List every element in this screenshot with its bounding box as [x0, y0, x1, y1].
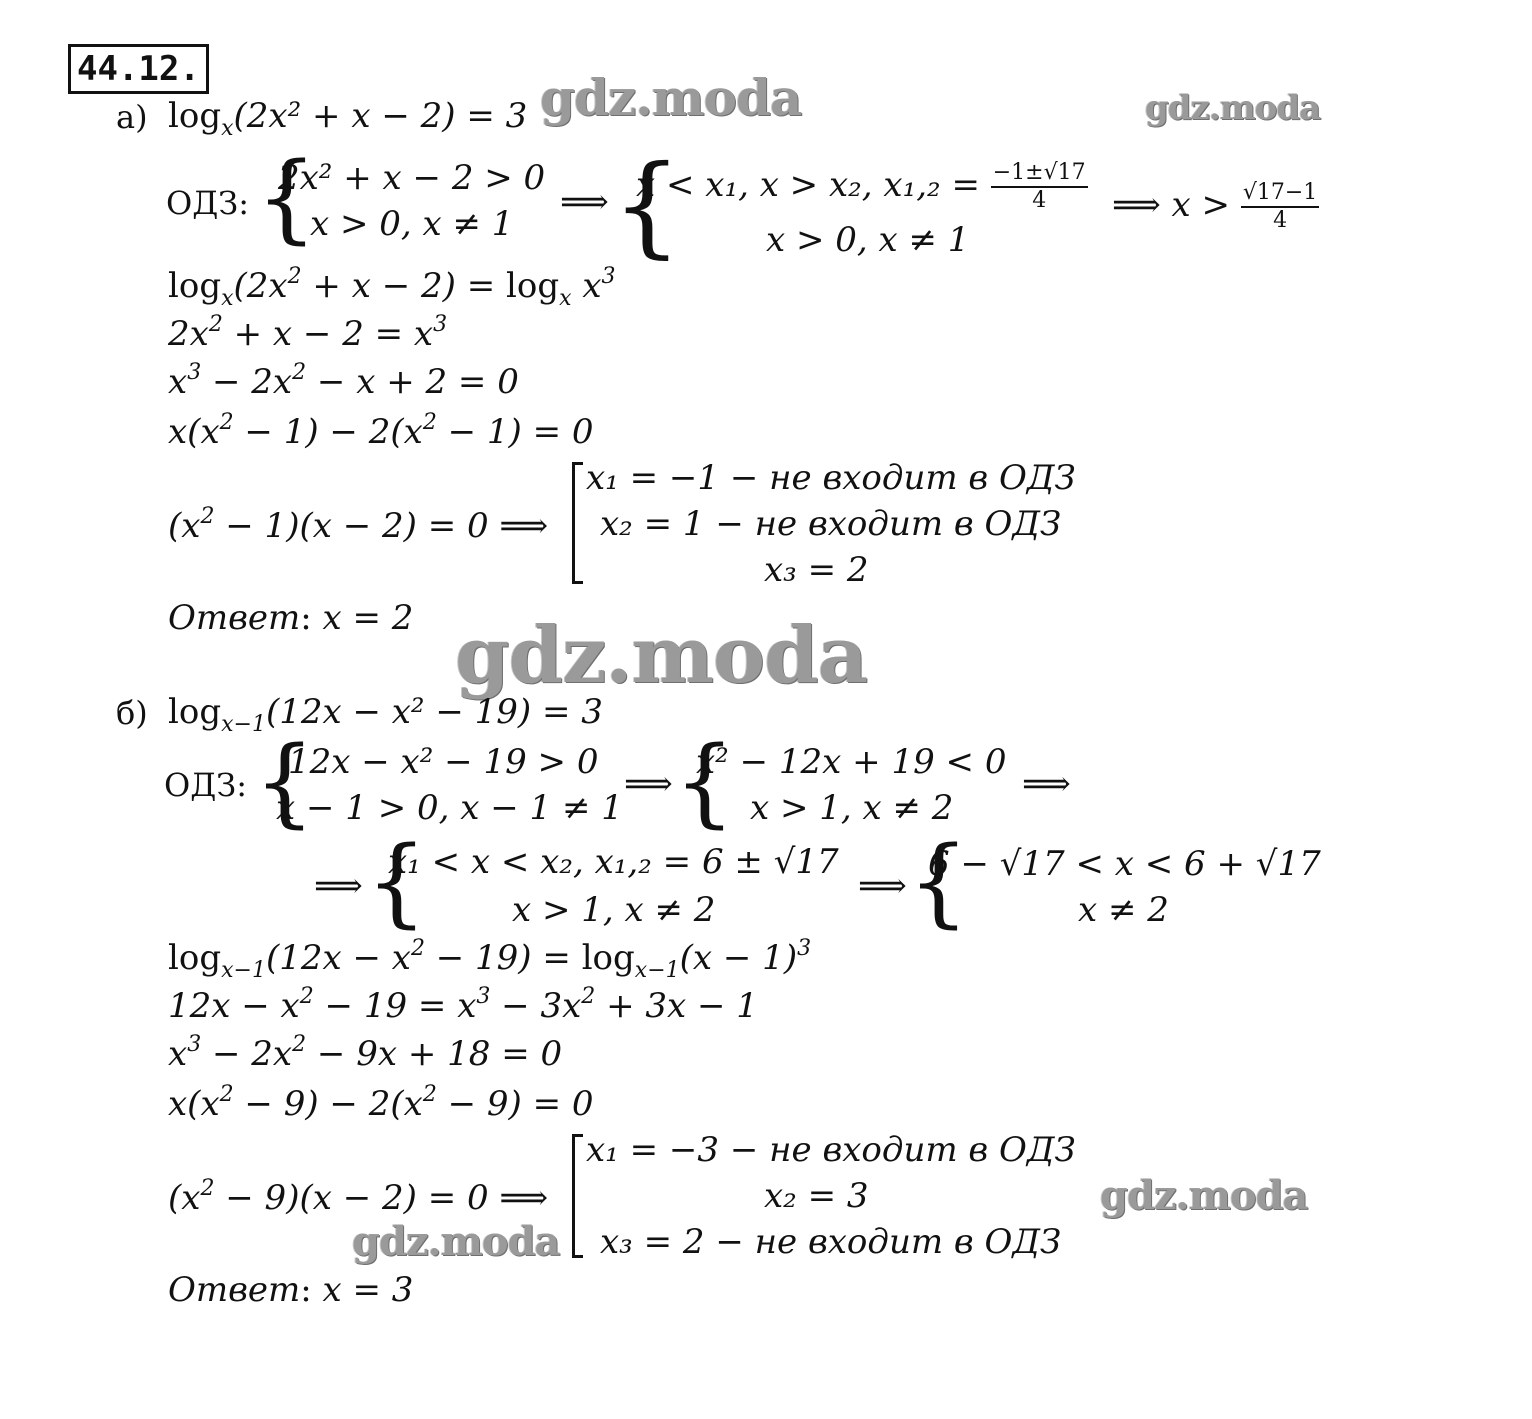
- implies-arrow: ⟹: [624, 764, 673, 804]
- brace-icon: {: [674, 726, 736, 838]
- part-b-odz-sys3-line1: x₁ < x < x₂, x₁,₂ = 6 ± √17: [388, 842, 839, 882]
- part-b-step-1: $\log_{x-1}(12x - x^2 - 19) = \log_{x-1}(x - 1)^3$: [168, 936, 812, 983]
- fraction: $\frac{-1\pm√17}{4}$: [992, 160, 1086, 213]
- part-b-root-2: x₂ = 3: [764, 1176, 869, 1216]
- part-b-odz-sys4-line2: x ≠ 2: [1078, 890, 1169, 930]
- part-b-root-3: x₃ = 2 − не входит в ОДЗ: [600, 1222, 1062, 1262]
- watermark: gdz.moda: [540, 68, 802, 127]
- part-a-root-2: x₂ = 1 − не входит в ОДЗ: [600, 504, 1062, 544]
- part-b-step-2: $12x - x^2 - 19 = x^3 - 3x^2 + 3x - 1$: [168, 984, 758, 1026]
- part-a-odz-result: ⟹ x > $\frac{√17-1}{4}$: [1112, 180, 1318, 233]
- watermark: gdz.moda: [352, 1218, 560, 1265]
- watermark: gdz.moda: [1100, 1172, 1308, 1219]
- watermark: gdz.moda: [1145, 88, 1321, 128]
- implies-arrow: ⟹: [1022, 764, 1071, 804]
- brace-icon: {: [612, 141, 682, 269]
- part-b-equation: $\log_{x-1}(12x - x^2 - 19) = 3$: [168, 692, 603, 737]
- watermark: gdz.moda: [455, 610, 868, 701]
- implies-arrow: ⟹: [314, 866, 363, 906]
- part-b-root-1: x₁ = −3 − не входит в ОДЗ: [586, 1130, 1076, 1170]
- part-a-step-2: $2x^2 + x - 2 = x^3$: [168, 312, 448, 354]
- part-a-root-1: x₁ = −1 − не входит в ОДЗ: [586, 458, 1076, 498]
- part-b-odz-sys4-line1: 6 − √17 < x < 6 + √17: [928, 844, 1321, 884]
- part-b-odz-sys2-line2: x > 1, x ≠ 2: [750, 788, 954, 828]
- part-a-step-3: $x^3 - 2x^2 - x + 2 = 0$: [168, 360, 519, 402]
- brace-icon: {: [366, 826, 428, 938]
- part-a-label: а): [116, 98, 148, 136]
- part-a-step-4: $x(x^2 - 1) - 2(x^2 - 1) = 0$: [168, 410, 594, 452]
- implies-arrow: ⟹: [858, 866, 907, 906]
- part-a-factored: $(x^2 - 1)(x - 2) = 0$ ⟹: [168, 504, 549, 546]
- part-a-odz-sys1-line1: 2x² + x − 2 > 0: [278, 158, 546, 198]
- part-b-odz-sys3-line2: x > 1, x ≠ 2: [512, 890, 716, 930]
- part-a-root-3: x₃ = 2: [764, 550, 869, 590]
- part-b-factored: $(x^2 - 9)(x - 2) = 0$ ⟹: [168, 1176, 549, 1218]
- bracket-icon: [572, 1134, 583, 1258]
- part-b-label: б): [116, 694, 148, 732]
- part-a-odz-sys2-line2: x > 0, x ≠ 1: [766, 220, 970, 260]
- brace-icon: {: [256, 142, 318, 254]
- part-a-odz-sys1-line2: x > 0, x ≠ 1: [310, 204, 514, 244]
- part-b-step-4: $x(x^2 - 9) - 2(x^2 - 9) = 0$: [168, 1082, 594, 1124]
- brace-icon: {: [908, 826, 970, 938]
- brace-icon: {: [254, 726, 316, 838]
- part-b-odz-sys1-line1: 12x − x² − 19 > 0: [288, 742, 599, 782]
- part-a-odz-sys2-line1: x < x₁, x > x₂, x₁,₂ = $\frac{-1\pm√17}{4}$: [636, 160, 1086, 213]
- fraction: $\frac{√17-1}{4}$: [1242, 180, 1318, 233]
- part-b-answer: Ответ: x = 3: [168, 1270, 414, 1310]
- part-b-odz-sys1-line2: x − 1 > 0, x − 1 ≠ 1: [276, 788, 623, 828]
- part-a-odz-label: ОДЗ:: [166, 184, 249, 222]
- part-b-step-3: $x^3 - 2x^2 - 9x + 18 = 0$: [168, 1032, 563, 1074]
- implies-arrow: ⟹: [560, 182, 609, 222]
- part-b-odz-sys2-line1: x² − 12x + 19 < 0: [696, 742, 1007, 782]
- part-b-odz-label: ОДЗ:: [164, 766, 247, 804]
- part-a-answer: Ответ: x = 2: [168, 598, 414, 638]
- part-a-step-1: $\log_x(2x^2 + x - 2) = \log_x x^3$: [168, 264, 616, 311]
- problem-number: 44.12.: [68, 44, 209, 94]
- bracket-icon: [572, 462, 583, 584]
- part-a-equation: $\log_x(2x^2 + x - 2) = 3$: [168, 96, 528, 141]
